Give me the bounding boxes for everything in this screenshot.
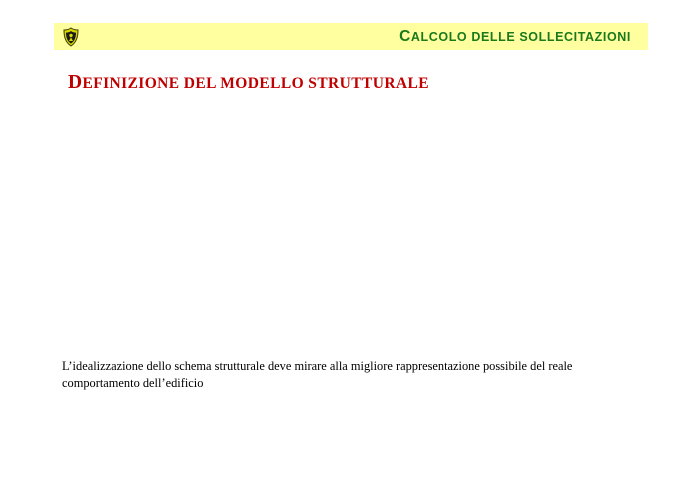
content-placeholder (62, 105, 640, 345)
page-title (68, 72, 429, 94)
shield-crest-icon (62, 27, 80, 47)
page-title-capital: D (68, 72, 83, 93)
header-title-capital: C (399, 27, 411, 45)
header-banner (54, 23, 648, 50)
body-paragraph: L’idealizzazione dello schema strutturale deve mirare alla migliore rappresentazione possibile del reale comportamento dell’edificio (62, 359, 573, 390)
page-title-text: EFINIZIONE DEL MODELLO STRUTTURALE (82, 75, 429, 92)
header-title (399, 28, 631, 46)
header-title-text: ALCOLO DELLE SOLLECITAZIONI (410, 29, 631, 44)
